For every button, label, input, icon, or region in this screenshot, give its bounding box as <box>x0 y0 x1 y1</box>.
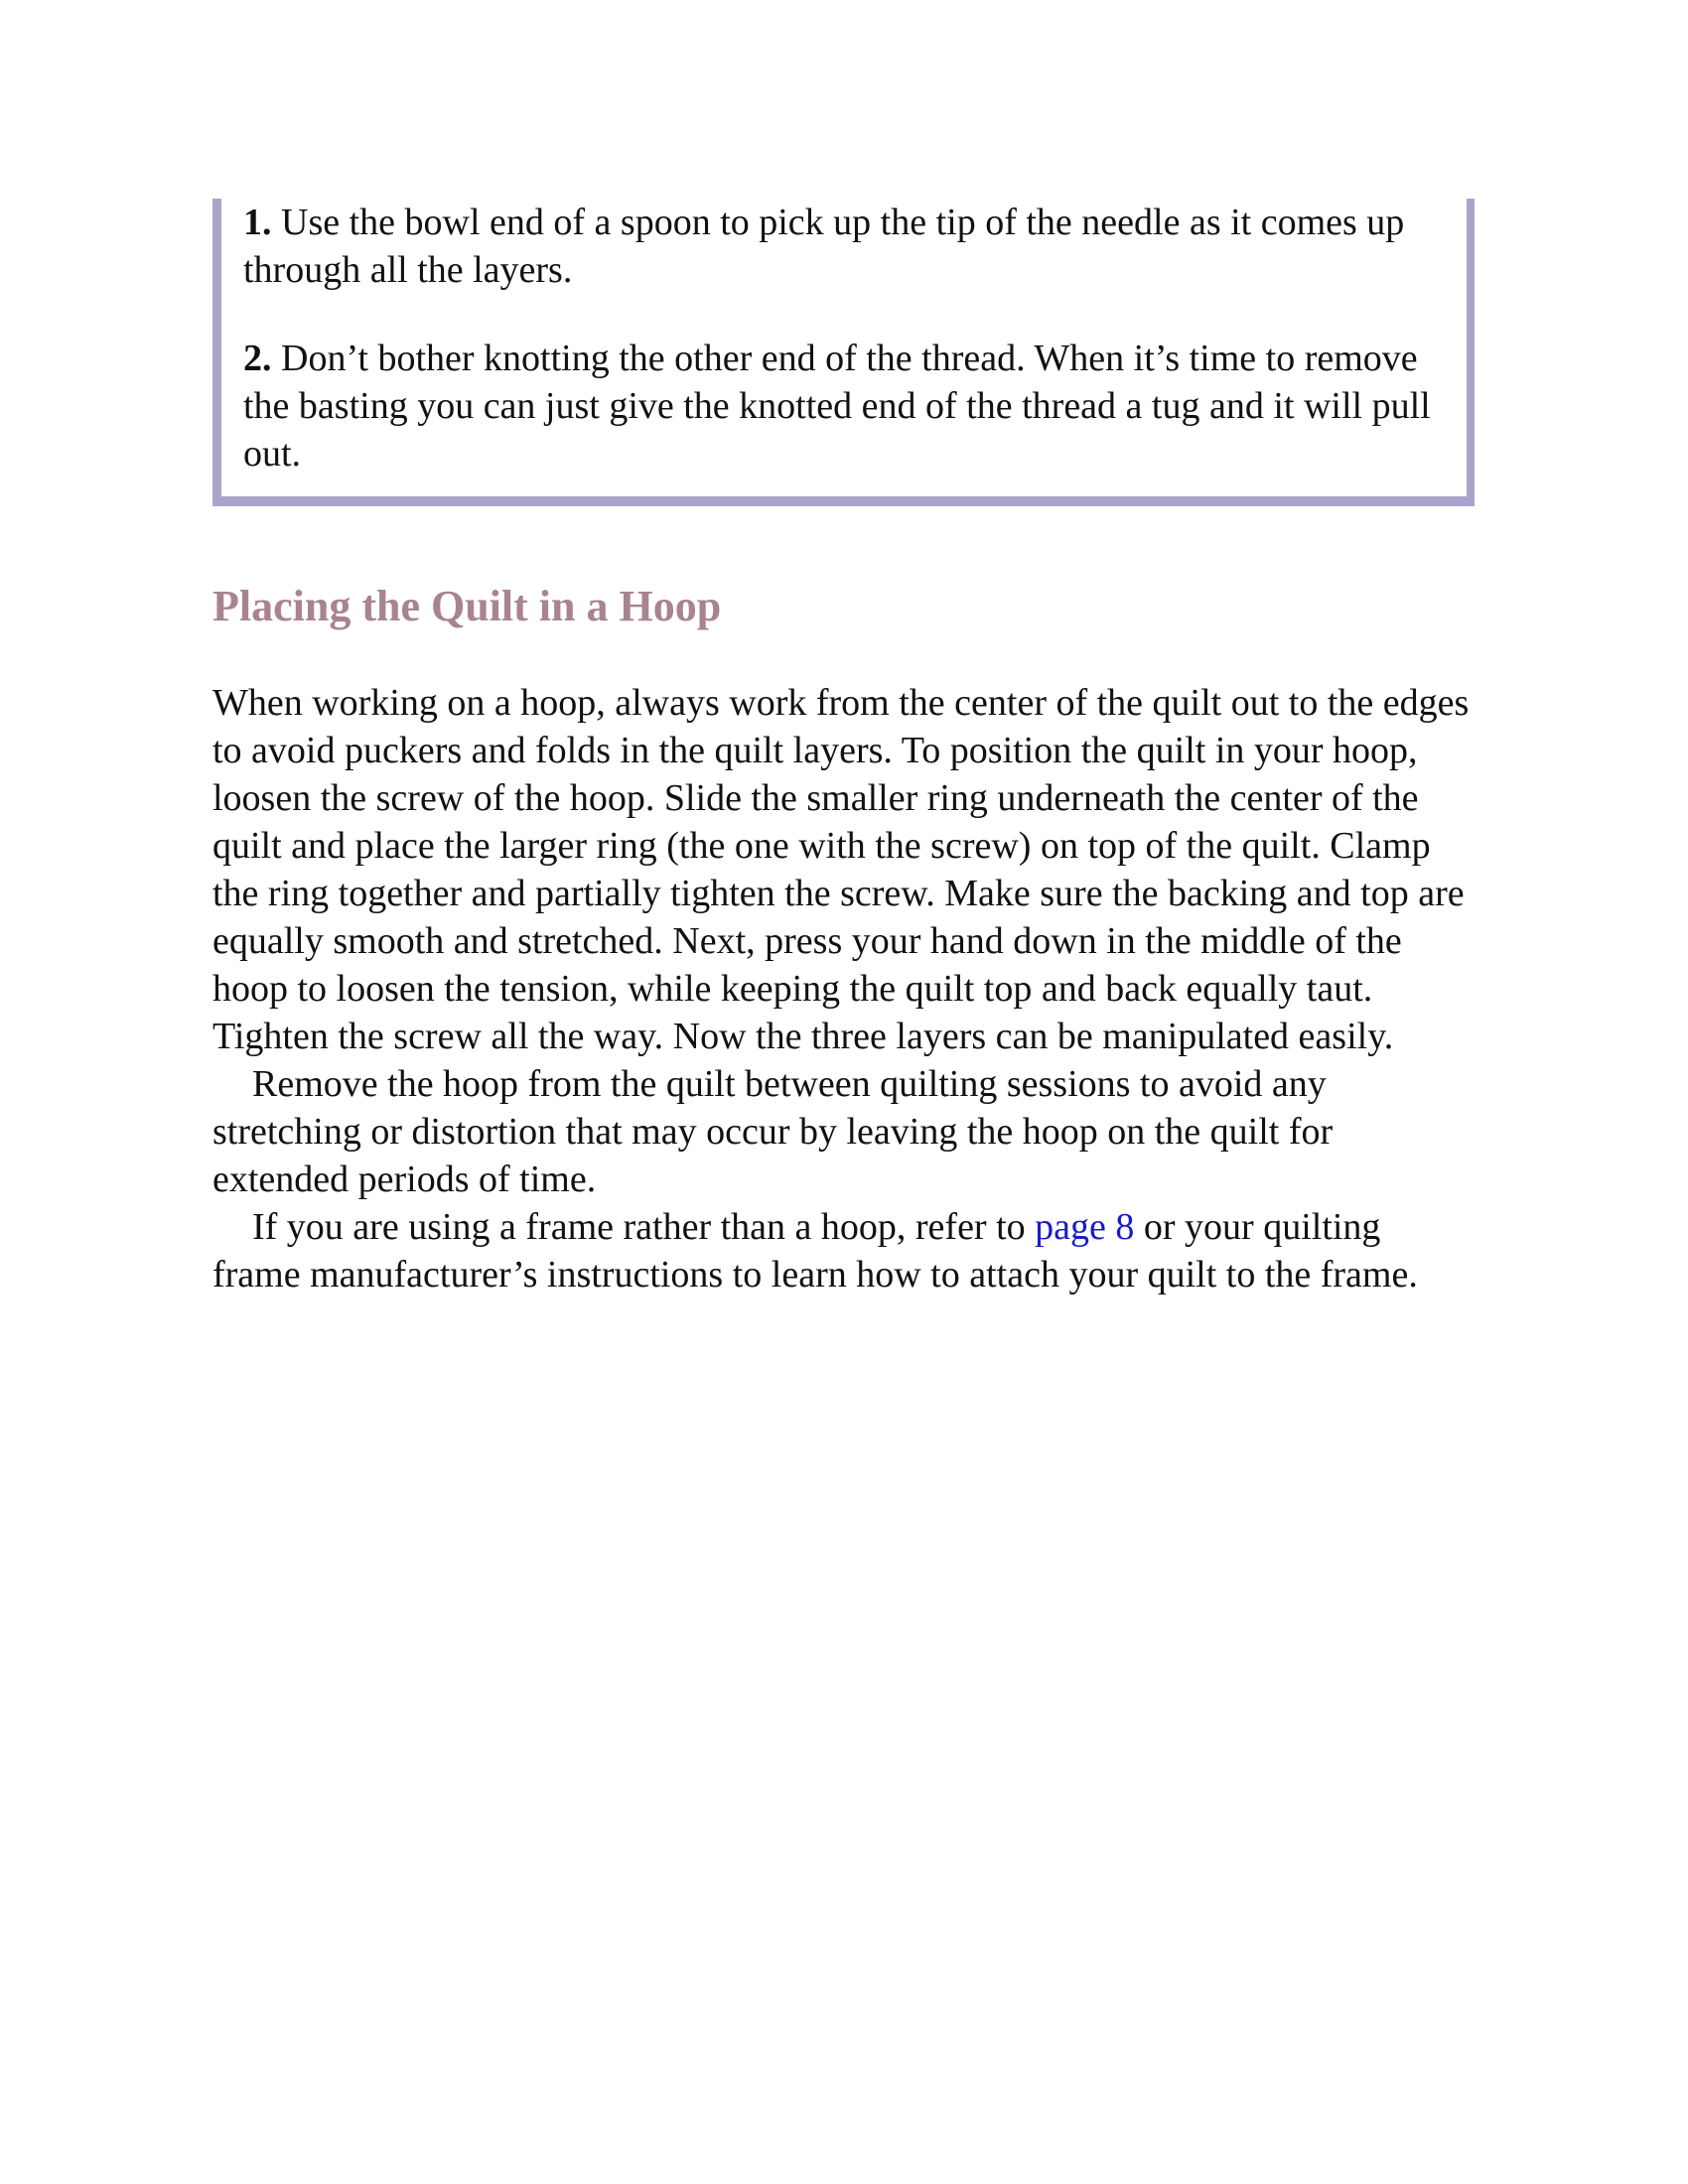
tip-number-1: 1. <box>243 202 272 243</box>
tips-box <box>212 199 1475 506</box>
body-paragraph-2: Remove the hoop from the quilt between quilting sessions to avoid any stretching or distortion that may occur by leaving the hoop on the quilt for extended periods of time. <box>212 1063 1334 1200</box>
section-heading: Placing the Quilt in a Hoop <box>212 582 722 630</box>
tip-text-1: Use the bowl end of a spoon to pick up the tip of the needle as it comes up through all the layers. <box>243 202 1405 291</box>
page-8-link[interactable]: page 8 <box>1035 1206 1135 1248</box>
tip-number-2: 2. <box>243 338 272 379</box>
tip-item-1 <box>243 199 1450 294</box>
body-paragraph-3 <box>212 1203 1474 1298</box>
section-body <box>212 679 1474 1298</box>
paragraph-3-lead-text: If you are using a frame rather than a hoop, refer to <box>252 1206 1036 1248</box>
body-paragraph-1: When working on a hoop, always work from the center of the quilt out to the edges to avoid puckers and folds in the quilt layers. To position the quilt in your hoop, loosen the screw of the hoop. Slide the smaller ring underneath the center of the quilt and place the larger ring (the one with the screw) on top of the quilt. Clamp the ring together and partially tighten the screw. Make sure the backing and top are equally smooth and stretched. Next, press your hand down in the middle of the hoop to loosen the tension, while keeping the quilt top and back equally taut. Tighten the screw all the way. Now the three layers can be manipulated easily. <box>212 682 1470 1057</box>
tip-item-2 <box>243 335 1450 478</box>
paragraph-3-tail-text: or your quilting frame manufacturer’s instructions to learn how to attach your quilt to the frame. <box>212 1206 1418 1296</box>
tip-text-2: Don’t bother knotting the other end of the thread. When it’s time to remove the basting you can just give the knotted end of the thread a tug and it will pull out. <box>243 338 1431 475</box>
